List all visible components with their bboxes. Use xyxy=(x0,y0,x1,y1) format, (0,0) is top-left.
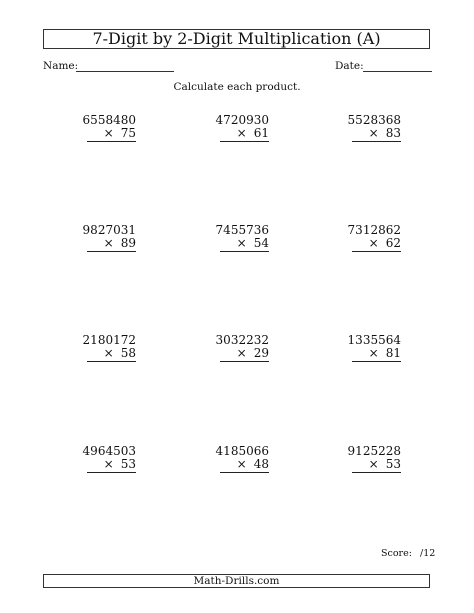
problem-6 xyxy=(281,223,401,263)
multiplier-row xyxy=(237,236,269,250)
multiplier-row xyxy=(104,126,136,140)
answer-line xyxy=(220,361,269,362)
multiplicand: 7312862 xyxy=(347,223,401,237)
times-sign: × xyxy=(103,126,114,140)
multiplier: 58 xyxy=(120,346,136,360)
problem-10 xyxy=(16,444,136,484)
times-sign: × xyxy=(368,457,379,471)
multiplier: 53 xyxy=(120,457,136,471)
multiplier: 48 xyxy=(253,457,269,471)
multiplier: 62 xyxy=(385,236,401,250)
name-field-line[interactable] xyxy=(76,71,174,72)
problem-4 xyxy=(16,223,136,263)
multiplicand: 4964503 xyxy=(82,444,136,458)
multiplicand: 2180172 xyxy=(82,333,136,347)
answer-line xyxy=(220,472,269,473)
times-sign: × xyxy=(236,457,247,471)
multiplier: 29 xyxy=(253,346,269,360)
answer-line xyxy=(87,361,136,362)
multiplier-row xyxy=(237,457,269,471)
problem-1 xyxy=(16,113,136,153)
multiplier-row xyxy=(369,457,401,471)
multiplier: 81 xyxy=(385,346,401,360)
multiplicand: 4720930 xyxy=(215,113,269,127)
multiplier: 54 xyxy=(253,236,269,250)
worksheet-title xyxy=(43,29,430,49)
multiplier-row xyxy=(104,236,136,250)
times-sign: × xyxy=(368,126,379,140)
times-sign: × xyxy=(236,346,247,360)
answer-line xyxy=(352,472,401,473)
times-sign: × xyxy=(236,126,247,140)
answer-line xyxy=(352,141,401,142)
multiplier: 75 xyxy=(120,126,136,140)
problem-7 xyxy=(16,333,136,373)
answer-line xyxy=(352,361,401,362)
footer xyxy=(43,574,430,588)
times-sign: × xyxy=(236,236,247,250)
multiplicand: 9125228 xyxy=(347,444,401,458)
multiplicand: 7455736 xyxy=(215,223,269,237)
times-sign: × xyxy=(103,346,114,360)
times-sign: × xyxy=(103,236,114,250)
problem-9 xyxy=(281,333,401,373)
multiplier-row xyxy=(369,236,401,250)
footer-text: Math-Drills.com xyxy=(193,574,280,587)
answer-line xyxy=(87,251,136,252)
answer-line xyxy=(87,141,136,142)
instructions: Calculate each product. xyxy=(173,81,301,93)
multiplier: 61 xyxy=(253,126,269,140)
multiplier-row xyxy=(237,346,269,360)
multiplier: 89 xyxy=(120,236,136,250)
multiplicand: 3032232 xyxy=(215,333,269,347)
worksheet-title-text: 7-Digit by 2-Digit Multiplication (A) xyxy=(92,29,381,48)
times-sign: × xyxy=(368,346,379,360)
answer-line xyxy=(87,472,136,473)
multiplier-row xyxy=(237,126,269,140)
answer-line xyxy=(220,251,269,252)
answer-line xyxy=(220,141,269,142)
score-label: Score: xyxy=(381,548,412,559)
multiplicand: 9827031 xyxy=(82,223,136,237)
times-sign: × xyxy=(103,457,114,471)
multiplier-row xyxy=(369,346,401,360)
score-total: /12 xyxy=(420,548,436,559)
multiplier-row xyxy=(104,346,136,360)
multiplicand: 5528368 xyxy=(347,113,401,127)
problem-12 xyxy=(281,444,401,484)
multiplier: 53 xyxy=(385,457,401,471)
date-field-line[interactable] xyxy=(363,71,432,72)
multiplier: 83 xyxy=(385,126,401,140)
problem-5 xyxy=(149,223,269,263)
problem-3 xyxy=(281,113,401,153)
answer-line xyxy=(352,251,401,252)
problem-2 xyxy=(149,113,269,153)
multiplier-row xyxy=(104,457,136,471)
multiplicand: 6558480 xyxy=(82,113,136,127)
multiplicand: 1335564 xyxy=(347,333,401,347)
multiplicand: 4185066 xyxy=(215,444,269,458)
multiplier-row xyxy=(369,126,401,140)
problem-11 xyxy=(149,444,269,484)
name-label: Name: xyxy=(43,60,79,72)
date-label: Date: xyxy=(335,60,364,72)
problem-8 xyxy=(149,333,269,373)
times-sign: × xyxy=(368,236,379,250)
